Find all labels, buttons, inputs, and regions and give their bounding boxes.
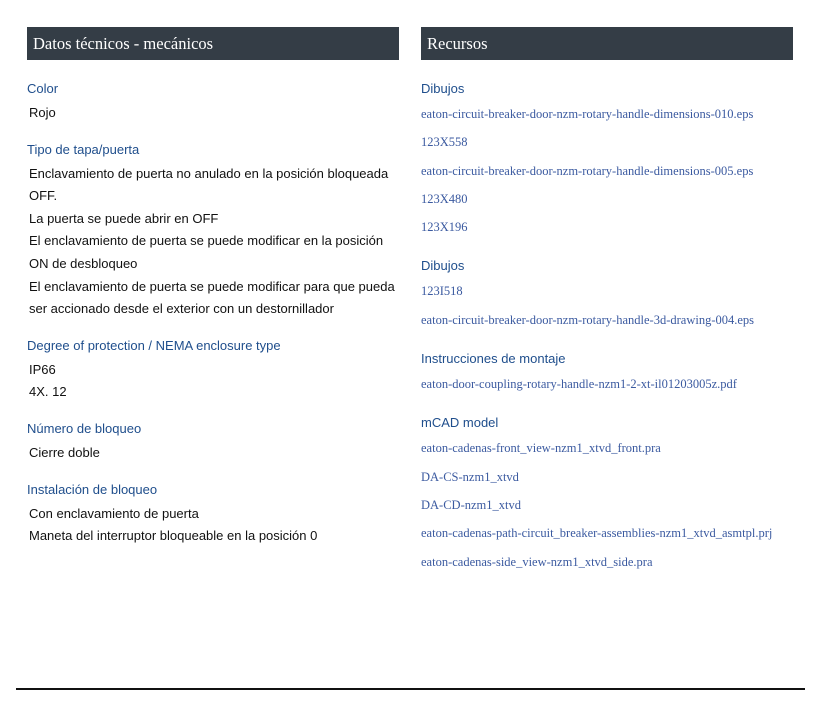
spec-value: Cierre doble xyxy=(29,444,100,460)
spec-title: Tipo de tapa/puerta xyxy=(27,141,140,157)
spec-title: Número de bloqueo xyxy=(27,420,142,436)
spec-value: OFF. xyxy=(29,188,58,204)
spec-value: Maneta del interruptor bloqueable en la posición 0 xyxy=(29,528,318,544)
spec-group-lock-number xyxy=(27,416,399,465)
resource-link[interactable]: 123X196 xyxy=(421,220,468,235)
resource-title: Dibujos xyxy=(421,258,465,274)
resource-link[interactable]: eaton-cadenas-path-circuit_breaker-assemblies-nzm1_xtvd_asmtpl.prj xyxy=(421,526,773,541)
resource-title: mCAD model xyxy=(421,415,499,431)
spec-title: Instalación de bloqueo xyxy=(27,481,158,497)
resource-link[interactable]: eaton-circuit-breaker-door-nzm-rotary-handle-3d-drawing-004.eps xyxy=(421,312,755,327)
spec-value: ON de desbloqueo xyxy=(29,255,138,271)
resource-group-drawings-2 xyxy=(421,253,793,334)
spec-value: 4X. 12 xyxy=(29,384,67,400)
resources-groups xyxy=(421,60,793,576)
resource-title: Dibujos xyxy=(421,81,465,96)
resource-links xyxy=(421,434,793,575)
resource-links xyxy=(421,100,793,241)
resource-title: Instrucciones de montaje xyxy=(421,351,566,367)
resource-group-drawings xyxy=(421,76,793,241)
spec-value: Rojo xyxy=(29,105,56,120)
resource-link[interactable]: eaton-cadenas-front_view-nzm1_xtvd_front.pra xyxy=(421,441,661,456)
resource-link[interactable]: DA-CS-nzm1_xtvd xyxy=(421,469,519,484)
resource-link[interactable]: eaton-door-coupling-rotary-handle-nzm1-2-xt-il01203005z.pdf xyxy=(421,377,737,392)
resource-group-mcad-model xyxy=(421,410,793,575)
resource-link[interactable]: 123X480 xyxy=(421,191,468,206)
spec-value: Enclavamiento de puerta no anulado en la posición bloqueada xyxy=(29,165,389,181)
resource-link[interactable]: 123I518 xyxy=(421,284,463,299)
spec-group-lock-installation xyxy=(27,477,399,548)
resource-links xyxy=(421,370,793,398)
resource-link[interactable]: eaton-circuit-breaker-door-nzm-rotary-handle-dimensions-005.eps xyxy=(421,163,754,178)
spec-value: ser accionado desde el exterior con un destornillador xyxy=(29,301,334,317)
resources-header: Recursos xyxy=(421,27,793,60)
resource-link[interactable]: eaton-cadenas-side_view-nzm1_xtvd_side.pra xyxy=(421,554,653,569)
spec-value: Con enclavamiento de puerta xyxy=(29,505,199,521)
resource-group-assembly-instructions xyxy=(421,346,793,398)
resource-link[interactable]: 123X558 xyxy=(421,135,468,150)
technical-data-groups xyxy=(27,60,399,548)
bottom-divider xyxy=(16,688,805,690)
spec-value: La puerta se puede abrir en OFF xyxy=(29,210,219,226)
spec-title: Color xyxy=(27,81,59,96)
spec-group-color xyxy=(27,76,399,125)
resource-link[interactable]: eaton-circuit-breaker-door-nzm-rotary-handle-dimensions-010.eps xyxy=(421,107,754,121)
spec-value: IP66 xyxy=(29,361,56,377)
resource-links xyxy=(421,277,793,334)
spec-group-protection xyxy=(27,333,399,404)
resource-link[interactable]: DA-CD-nzm1_xtvd xyxy=(421,497,521,512)
spec-title: Degree of protection / NEMA enclosure type xyxy=(27,337,281,353)
spec-value: El enclavamiento de puerta se puede modificar en la posición xyxy=(29,233,384,249)
technical-data-panel xyxy=(27,27,399,560)
spec-group-door-type xyxy=(27,137,399,321)
resources-panel xyxy=(421,27,793,588)
technical-data-header: Datos técnicos - mecánicos xyxy=(27,27,399,60)
spec-value: El enclavamiento de puerta se puede modificar para que pueda xyxy=(29,278,395,294)
